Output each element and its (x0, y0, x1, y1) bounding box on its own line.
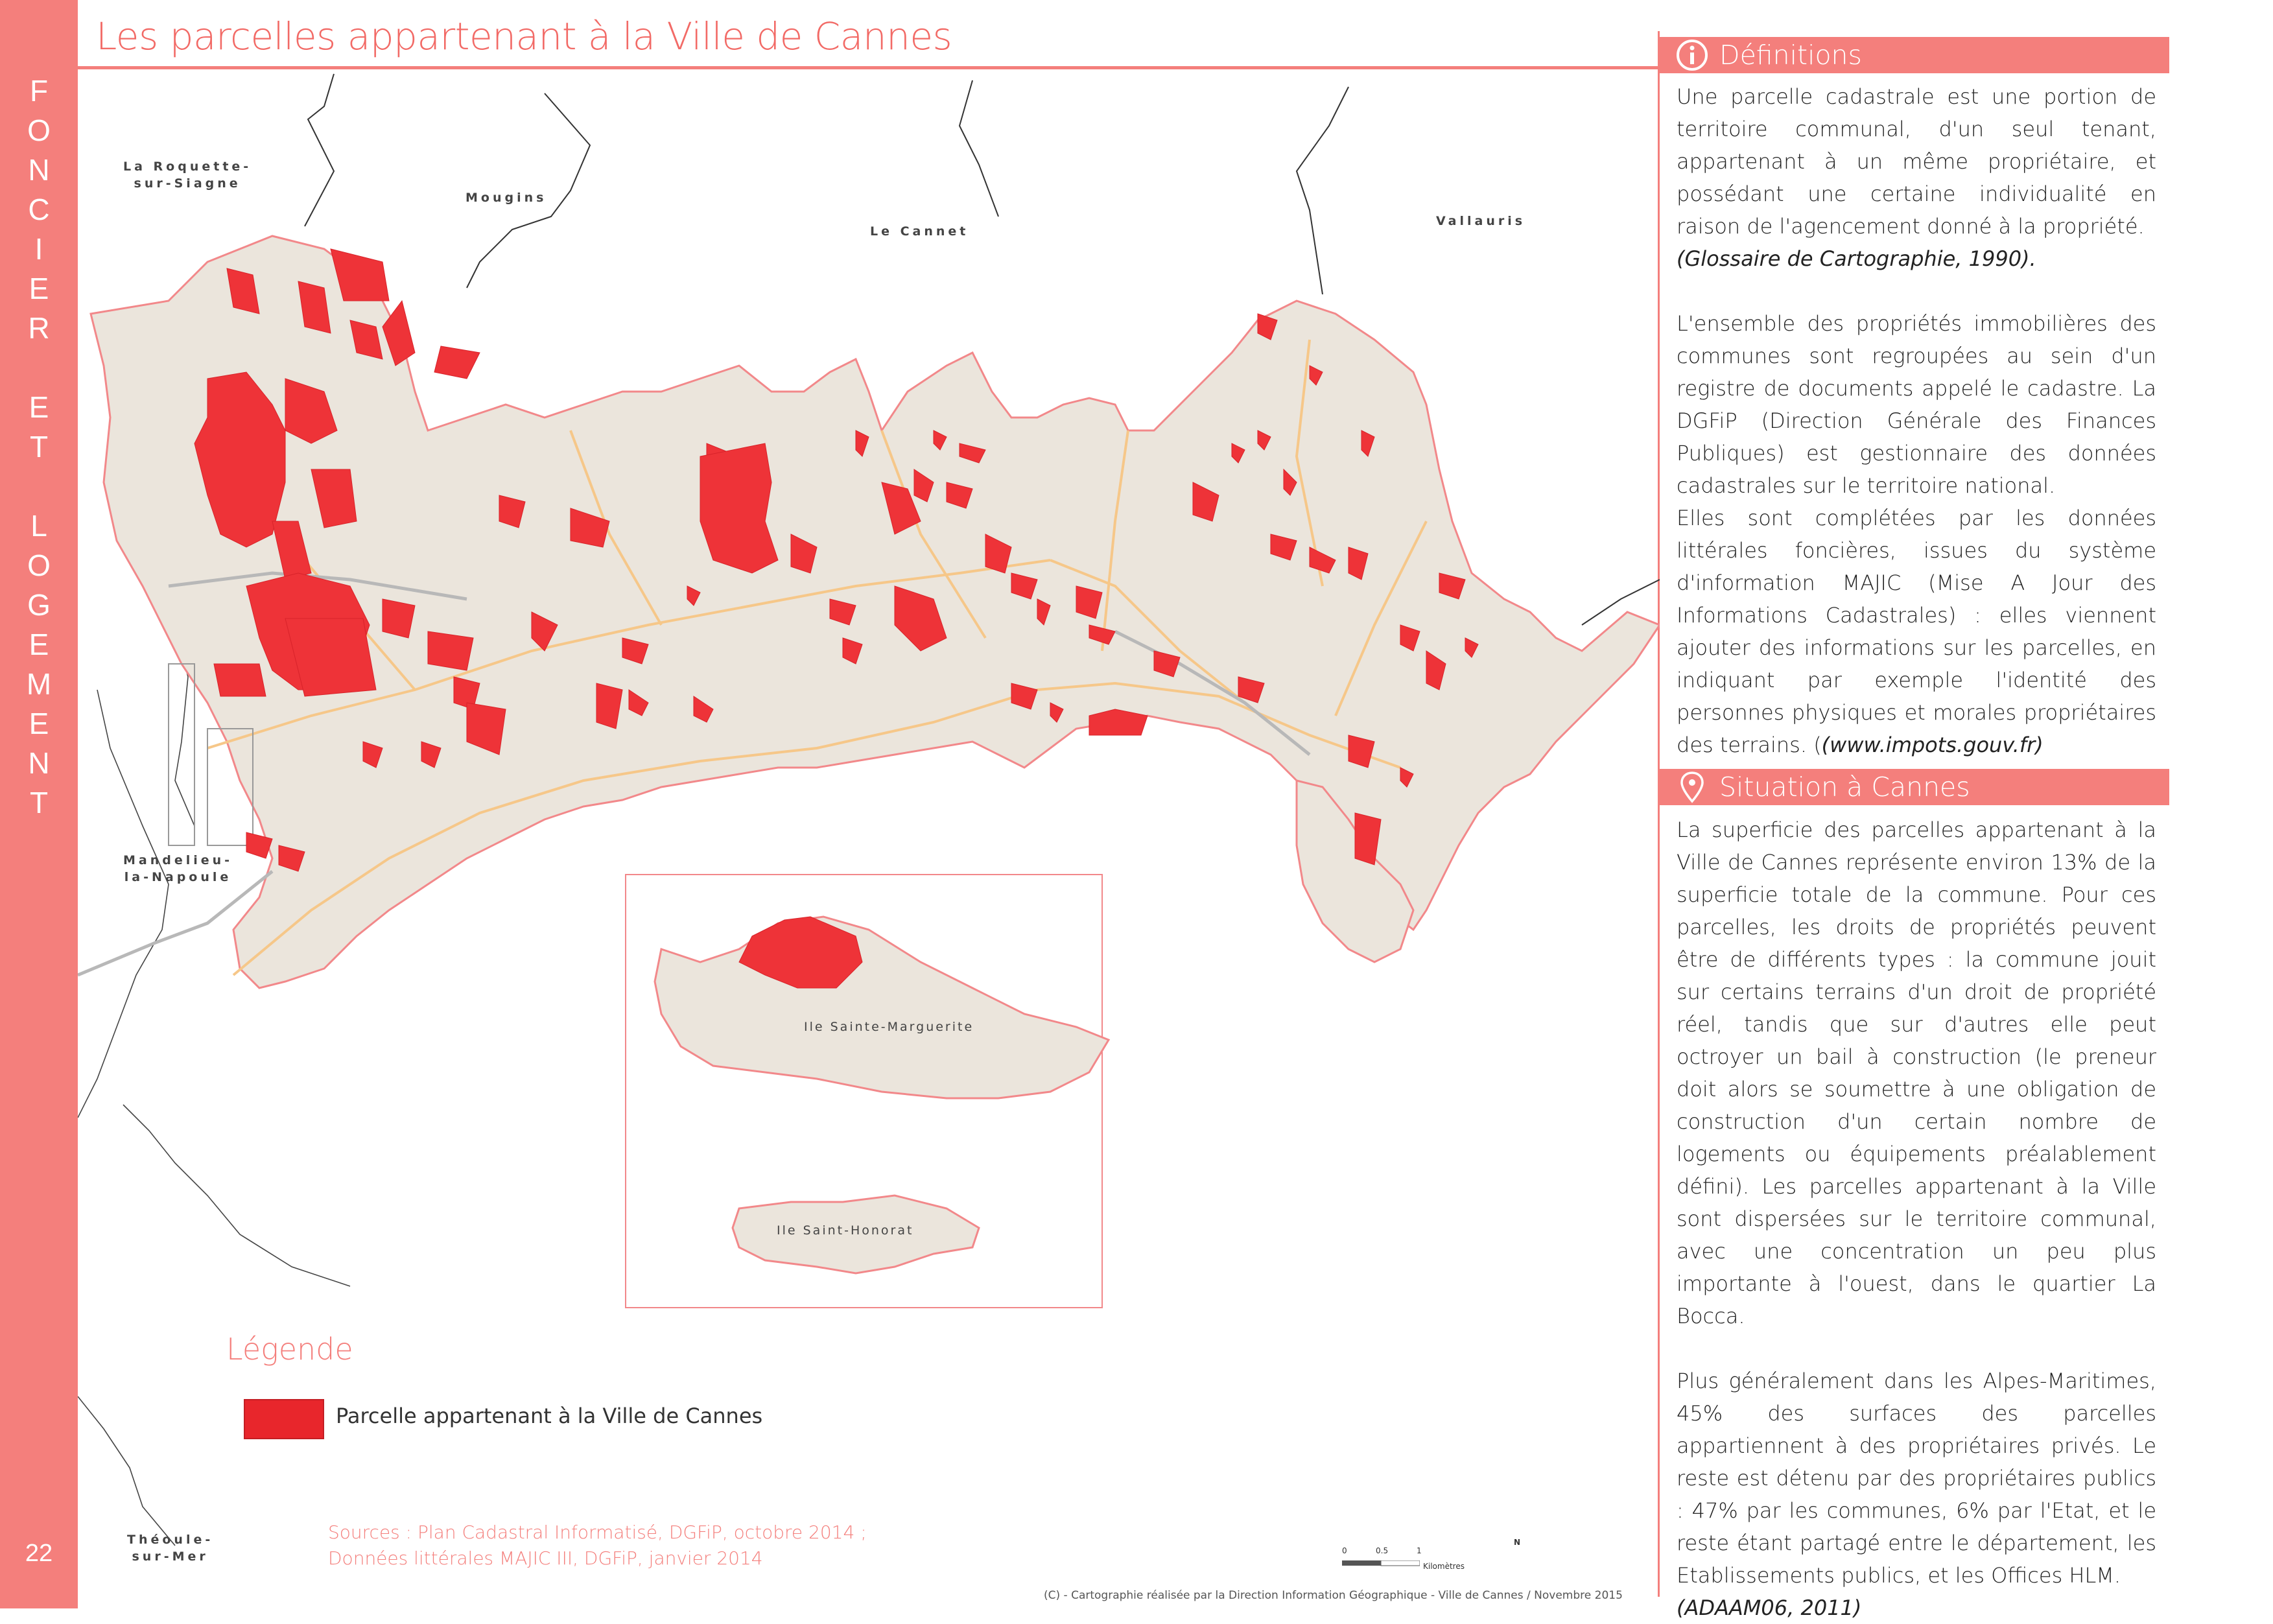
section-title-letter: E (29, 628, 49, 661)
legend-label: Parcelle appartenant à la Ville de Cannes (336, 1404, 763, 1428)
page-number: 22 (25, 1540, 53, 1567)
situation-citation: (ADAAM06, 2011) (1677, 1595, 1862, 1620)
definitions-header (1660, 37, 2169, 73)
section-title-letter: R (28, 311, 50, 345)
section-title-letter: E (29, 272, 49, 305)
section-title-letter: O (27, 113, 51, 147)
section-title-letter: C (28, 193, 50, 226)
definitions-paragraph-1: Une parcelle cadastrale est une portion de territoire communal, d'un seul tenant, appartenant à un même propriétaire, et possédant une certaine individualité en raison de l'agencement donné à la propriété. (1677, 84, 2156, 239)
page-title: Les parcelles appartenant à la Ville de Cannes (96, 14, 952, 58)
scale-tick-1: 1 (1417, 1546, 1422, 1555)
section-title-letter: I (34, 232, 43, 266)
sources-line-1: Sources : Plan Cadastral Informatisé, DGFiP, octobre 2014 ; (328, 1522, 867, 1543)
section-sidebar (0, 0, 78, 1608)
situation-paragraph-1: La superficie des parcelles appartenant à la Ville de Cannes représente environ 13% de la superficie totale de la commune. Pour ces parcelles, les droits de propriétés peuvent être de différents types : la commune jouit sur certains terrains d'un droit de propriété réel, tandis que sur d'autres elle peut octroyer un bail à construction (le preneur doit alors se soumettre à une obligation de construction d'un certain nombre de logements ou équipements préalablement défini). Les parcelles appartenant à la Ville sont dispersées sur le territoire communal, avec une concentration un peu plus importante à l'ouest, dans le quartier La Bocca. (1677, 818, 2156, 1328)
place-label-vallauris: Vallauris (1436, 214, 1526, 228)
place-label-mougins: Mougins (465, 191, 547, 205)
scale-tick-0: 0 (1342, 1546, 1347, 1555)
definitions-body (1677, 80, 2156, 761)
sources (328, 1520, 867, 1571)
section-title-letter: T (29, 786, 49, 819)
section-title-letter (0, 467, 78, 506)
scale-unit: Kilomètres (1423, 1562, 1465, 1571)
place-label-mandelieu: Mandelieu- la-Napoule (123, 853, 233, 884)
definitions-paragraph-2: L'ensemble des propriétés immobilières des communes sont regroupées au sein d'un registre de documents appelé le cadastre. La DGFiP (Direction Générale des Finances Publiques) est gestionnaire des données cadastrales sur le territoire national. (1677, 311, 2156, 498)
legend-title: Légende (226, 1332, 353, 1367)
place-label-sainte-marguerite: Ile Sainte-Marguerite (804, 1020, 974, 1034)
definitions-paragraph-3-text: Elles sont complétées par les données littérales foncières, issues du système d'information MAJIC (Mise A Jour des Informations Cadastrales) : elles viennent ajouter des informations sur les parcelles, en indiquant par exemple l'identité des personnes physiques et morales propriétaires des terrains. ( (1677, 506, 2156, 757)
section-title-letter: M (26, 667, 52, 701)
section-title-letter: N (28, 746, 50, 780)
section-title-letter: T (29, 430, 49, 464)
definitions-citation-1: (Glossaire de Cartographie, 1990). (1677, 246, 2036, 271)
section-title-letter: F (29, 74, 49, 108)
section-title-letter: O (27, 548, 51, 582)
credit-line: (C) - Cartographie réalisée par la Direction Information Géographique - Ville de Cannes / Novembre 2015 (1044, 1589, 1623, 1602)
sources-line-2: Données littérales MAJIC III, DGFiP, janvier 2014 (328, 1548, 763, 1569)
section-title-letter: G (27, 588, 51, 622)
definitions-heading: Définitions (1719, 40, 1862, 71)
definitions-citation-2: (www.impots.gouv.fr) (1821, 733, 2043, 757)
situation-paragraph-2: Plus généralement dans les Alpes-Maritimes, 45% des surfaces des parcelles appartiennent à des propriétaires privés. Le reste est détenu par des propriétaires publics : 47% par les communes, 6% par l'Etat, et le reste étant partagé entre le département, les Etablissements publics, et les Offices HLM. (1677, 1369, 2156, 1588)
ile-sainte-marguerite-shape (655, 917, 1109, 1098)
section-title-letter (0, 348, 78, 388)
legend-swatch-owned-parcel (244, 1399, 324, 1439)
place-label-theoule: Théoule- sur-Mer (127, 1533, 214, 1564)
info-icon (1674, 37, 1710, 73)
north-label: N (1514, 1538, 1521, 1547)
place-label-le-cannet: Le Cannet (870, 224, 969, 239)
scale-tick-05: 0.5 (1376, 1546, 1389, 1555)
section-title-letter: L (30, 509, 47, 543)
section-title-vertical (0, 71, 78, 823)
section-title-letter: N (28, 153, 50, 187)
location-pin-icon (1674, 769, 1710, 805)
situation-header (1660, 769, 2169, 805)
place-label-roquette: La Roquette- sur-Siagne (123, 159, 252, 191)
situation-heading: Situation à Cannes (1719, 771, 1970, 803)
section-title-letter: E (29, 707, 49, 740)
definitions-paragraph-3 (1677, 502, 2156, 761)
situation-body (1677, 814, 2156, 1624)
section-title-letter: E (29, 390, 49, 424)
place-label-saint-honorat: Ile Saint-Honorat (777, 1223, 914, 1238)
